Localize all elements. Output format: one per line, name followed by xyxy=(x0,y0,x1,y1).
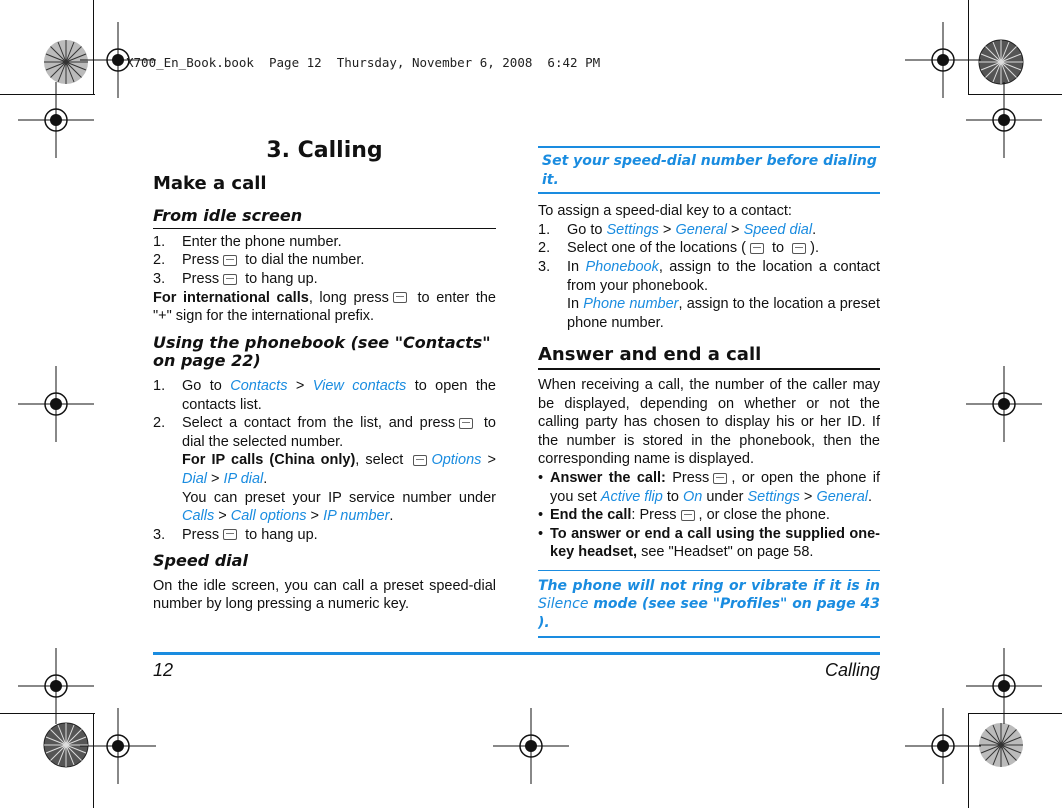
list-item: 1. Go to Contacts > View contacts to open the contacts list. xyxy=(153,377,496,413)
print-header: X700_En_Book.book Page 12 Thursday, November 6, 2008 6:42 PM xyxy=(126,55,601,70)
speed-dial-text: On the idle screen, you can call a preset speed-dial number by long pressing a numeric key. xyxy=(153,577,496,613)
intl-calls-text: For international calls, long press to enter the "+" sign for the international prefix. xyxy=(153,289,496,325)
calls-link[interactable]: Calls xyxy=(182,508,215,525)
silence-tip: The phone will not ring or vibrate if it is in Silence mode (see see "Profiles" on page 43 ). xyxy=(538,570,880,638)
call-key-icon xyxy=(713,473,727,484)
list-item: 3. In Phonebook, assign to the location a contact from your phonebook. In Phone number, assign to the location a preset phone number. xyxy=(538,258,881,331)
list-item: • To answer or end a call using the supplied one-key headset, see "Headset" on page 58. xyxy=(538,525,880,562)
list-item: 1. Enter the phone number. xyxy=(153,233,342,250)
speed-dial-link[interactable]: Speed dial xyxy=(743,221,813,238)
page-number: 12 xyxy=(153,660,174,680)
right-column xyxy=(538,146,880,646)
call-options-link[interactable]: Call options xyxy=(230,508,307,525)
speed-dial-heading: Speed dial xyxy=(153,551,248,571)
active-flip-link[interactable]: Active flip xyxy=(600,488,663,505)
phonebook-steps xyxy=(153,377,496,544)
answer-bullets xyxy=(538,469,880,562)
settings-link[interactable]: Settings xyxy=(606,221,659,238)
ip-dial-link[interactable]: IP dial xyxy=(223,470,264,487)
answer-text: When receiving a call, the number of the caller may be displayed, depending on whether or not the calling party has chosen to display his or her ID. If the number is stored in the phonebook, then the corresponding name is displayed. xyxy=(538,376,880,468)
nine-key-icon xyxy=(792,243,806,254)
idle-steps xyxy=(153,233,496,289)
footer-section-title: Calling xyxy=(824,660,880,680)
zero-key-icon xyxy=(393,292,407,303)
assign-intro: To assign a speed-dial key to a contact: xyxy=(538,203,792,220)
chapter-title: 3. Calling xyxy=(266,138,383,163)
settings-link[interactable]: Settings xyxy=(747,488,800,505)
answer-end-heading: Answer and end a call xyxy=(538,346,880,370)
call-key-icon xyxy=(459,418,473,429)
idle-screen-heading: From idle screen xyxy=(153,207,496,229)
phonebook-link[interactable]: Phonebook xyxy=(585,258,659,275)
list-item: 1. Go to Settings > General > Speed dial. xyxy=(538,221,817,238)
general-link[interactable]: General xyxy=(816,488,869,505)
list-item: 3. Press to hang up. xyxy=(153,526,318,543)
phonebook-heading: Using the phonebook (see "Contacts" on page 22) xyxy=(153,332,491,371)
list-item: 2. Select a contact from the list, and press to dial the selected number. For IP calls (China only), select Options > Dial > IP dial. You can preset your IP service number under Calls > Call options > IP number. xyxy=(153,415,497,525)
call-key-icon xyxy=(223,255,237,266)
view-contacts-link[interactable]: View contacts xyxy=(312,377,407,394)
ip-number-link[interactable]: IP number xyxy=(323,508,390,525)
list-item: 2. Select one of the locations ( to ). xyxy=(538,240,819,257)
make-call-heading: Make a call xyxy=(153,172,267,194)
silence-link[interactable]: Silence xyxy=(538,596,589,613)
on-link[interactable]: On xyxy=(683,488,703,505)
dial-link[interactable]: Dial xyxy=(182,470,207,487)
assign-steps xyxy=(538,221,880,333)
two-key-icon xyxy=(750,243,764,254)
footer-rule xyxy=(153,652,880,655)
contacts-link[interactable]: Contacts xyxy=(230,377,288,394)
speed-dial-tip: Set your speed-dial number before dialing it. xyxy=(538,146,880,194)
end-key-icon xyxy=(223,529,237,540)
list-item: • End the call: Press , or close the phone. xyxy=(538,506,880,525)
end-key-icon xyxy=(223,274,237,285)
general-link[interactable]: General xyxy=(675,221,728,238)
phone-number-link[interactable]: Phone number xyxy=(583,296,679,313)
left-column xyxy=(153,138,497,614)
list-item: 3. Press to hang up. xyxy=(153,270,318,287)
list-item: • Answer the call: Press , or open the phone if you set Active flip to On under Settings > General. xyxy=(538,469,880,506)
softkey-icon xyxy=(413,455,427,466)
list-item: 2. Press to dial the number. xyxy=(153,252,365,269)
options-link[interactable]: Options xyxy=(431,452,482,469)
end-key-icon xyxy=(681,510,695,521)
